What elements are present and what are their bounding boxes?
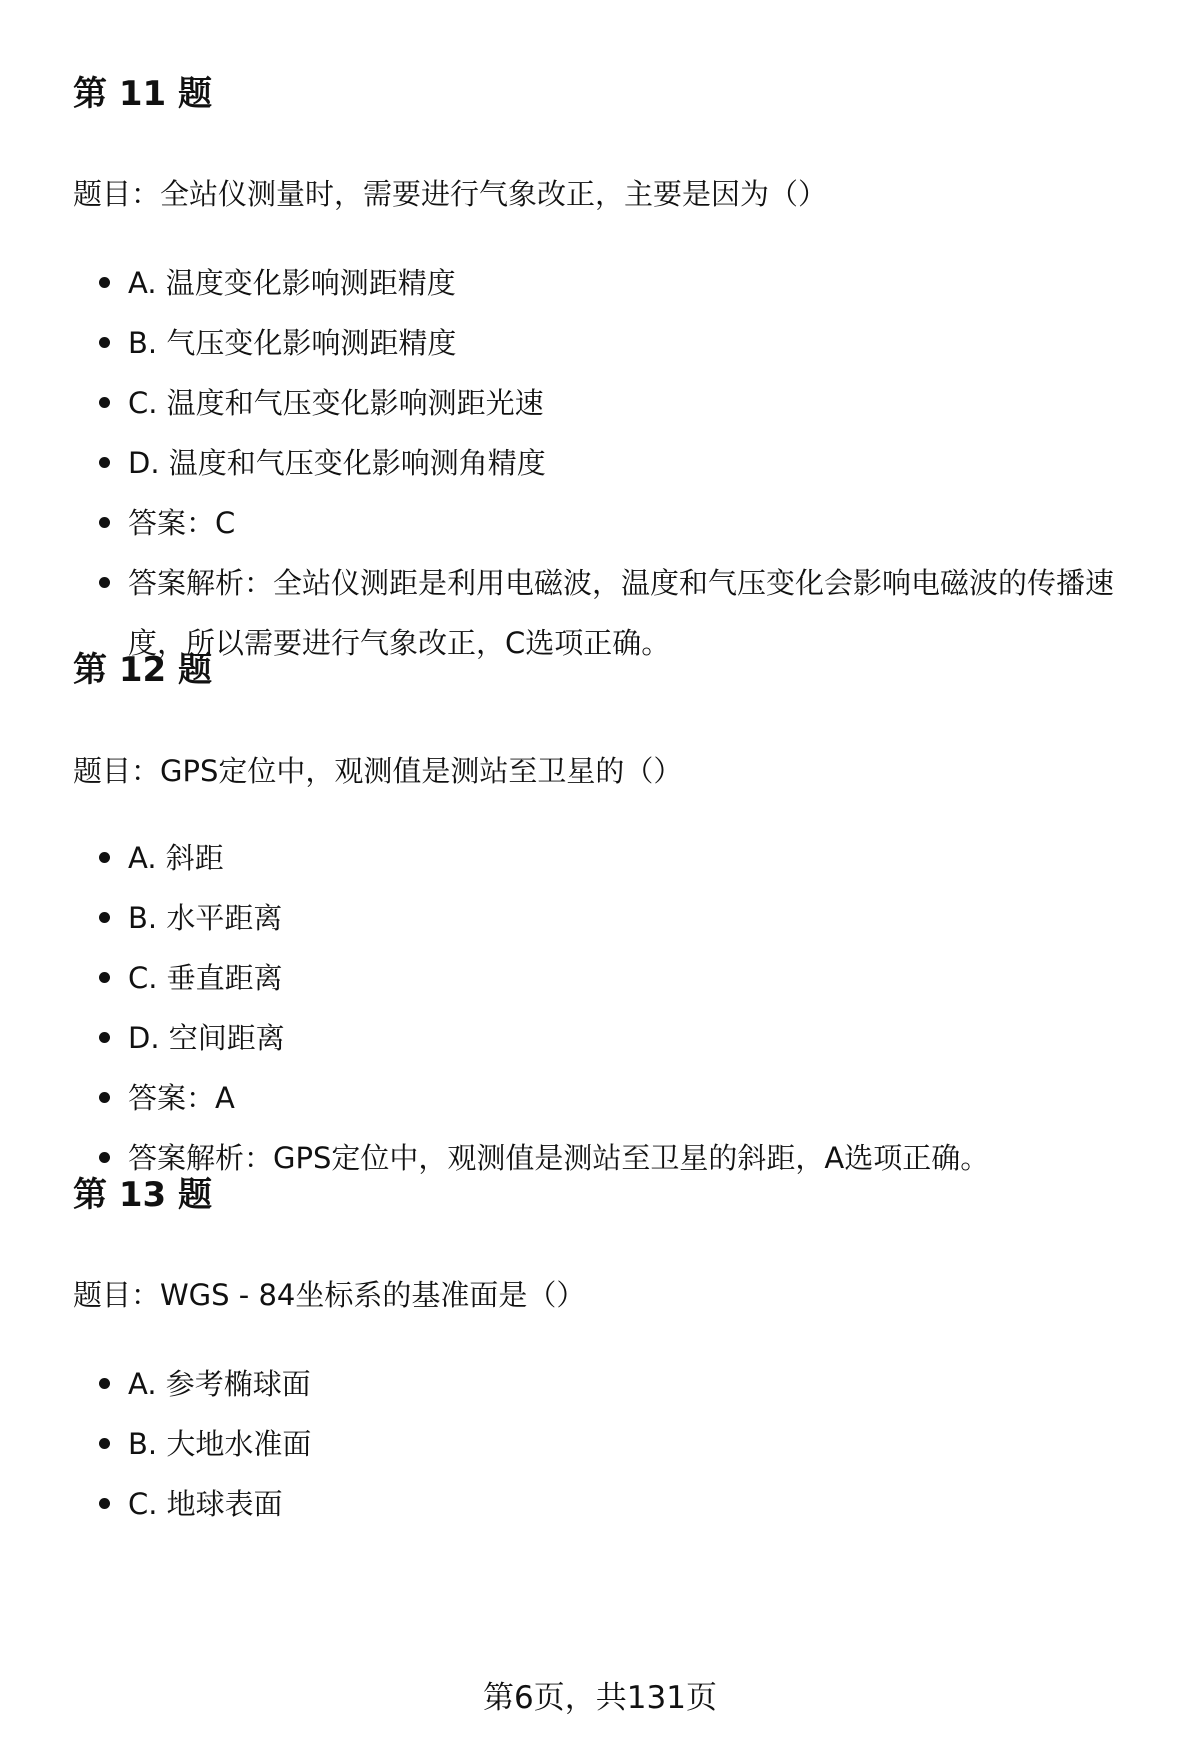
option-text: B. 气压变化影响测距精度 <box>128 326 457 360</box>
option-list <box>73 828 1153 1188</box>
bullet-icon <box>99 1092 110 1103</box>
bullet-icon <box>99 577 110 588</box>
question-stem: 题目：WGS - 84坐标系的基准面是（） <box>73 1278 586 1312</box>
explanation-text: 答案解析：GPS定位中，观测值是测站至卫星的斜距，A选项正确。 <box>128 1141 990 1175</box>
bullet-icon <box>99 972 110 983</box>
option-item <box>73 253 1153 313</box>
bullet-icon <box>99 517 110 528</box>
option-text: A. 参考椭球面 <box>128 1367 311 1401</box>
answer-text: 答案：C <box>128 506 236 540</box>
bullet-icon <box>99 397 110 408</box>
bullet-icon <box>99 852 110 863</box>
option-item <box>73 1414 1153 1474</box>
bullet-icon <box>99 1378 110 1389</box>
bullet-icon <box>99 1032 110 1043</box>
option-text: B. 大地水准面 <box>128 1427 312 1461</box>
bullet-icon <box>99 1152 110 1163</box>
option-item <box>73 888 1153 948</box>
bullet-icon <box>99 337 110 348</box>
question-stem: 题目：GPS定位中，观测值是测站至卫星的（） <box>73 754 683 788</box>
option-list <box>73 253 1153 673</box>
option-text: A. 温度变化影响测距精度 <box>128 266 456 300</box>
bullet-icon <box>99 457 110 468</box>
option-item <box>73 828 1153 888</box>
option-text: C. 垂直距离 <box>128 961 283 995</box>
option-list <box>73 1354 1153 1534</box>
bullet-icon <box>99 1498 110 1509</box>
answer-item <box>73 1068 1153 1128</box>
option-item <box>73 1354 1153 1414</box>
answer-text: 答案：A <box>128 1081 235 1115</box>
answer-item <box>73 493 1153 553</box>
option-item <box>73 948 1153 1008</box>
question-title: 第 11 题 <box>73 74 212 114</box>
option-item <box>73 433 1153 493</box>
question-title: 第 12 题 <box>73 650 212 690</box>
bullet-icon <box>99 1438 110 1449</box>
bullet-icon <box>99 277 110 288</box>
option-item <box>73 1008 1153 1068</box>
option-text: C. 温度和气压变化影响测距光速 <box>128 386 544 420</box>
option-text: D. 空间距离 <box>128 1021 285 1055</box>
option-text: D. 温度和气压变化影响测角精度 <box>128 446 546 480</box>
option-text: A. 斜距 <box>128 841 224 875</box>
option-item <box>73 313 1153 373</box>
explanation-text: 答案解析：全站仪测距是利用电磁波，温度和气压变化会影响电磁波的传播速度，所以需要进行气象改正，C选项正确。 <box>128 566 1115 660</box>
page-footer: 第6页，共131页 <box>483 1680 717 1716</box>
question-title: 第 13 题 <box>73 1175 212 1215</box>
bullet-icon <box>99 912 110 923</box>
option-item <box>73 373 1153 433</box>
explanation-item <box>73 1128 1153 1188</box>
option-item <box>73 1474 1153 1534</box>
option-text: B. 水平距离 <box>128 901 283 935</box>
explanation-item <box>73 553 1153 673</box>
question-stem: 题目：全站仪测量时，需要进行气象改正，主要是因为（） <box>73 177 828 211</box>
option-text: C. 地球表面 <box>128 1487 283 1521</box>
